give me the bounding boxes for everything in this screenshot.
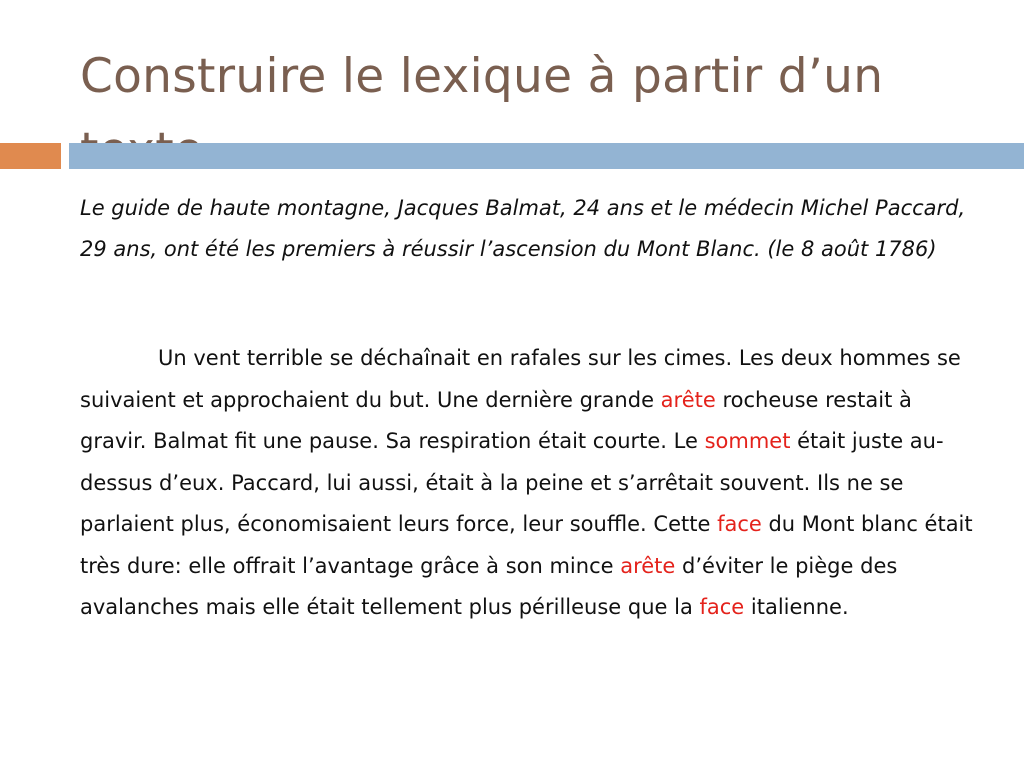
passage-text: d’éviter le piège des avalanches mais elle était tellement plus périlleuse que la [80, 553, 898, 619]
keyword-face: face [717, 512, 762, 536]
title-accent-bar-blue [69, 143, 1024, 169]
intro-paragraph: Le guide de haute montagne, Jacques Balmat, 24 ans et le médecin Michel Paccard, 29 ans, ont été les premiers à réussir l’ascension du Mont Blanc. (le 8 août 1786) [80, 196, 966, 261]
keyword-sommet: sommet [704, 429, 791, 453]
passage-text: était juste au-dessus d’eux. Paccard, lui aussi, était à la peine et s’arrêtait souvent. Ils ne se parlaient plus, économisaient leurs force, leur souffle. Cette [80, 429, 944, 536]
passage-text: rocheuse restait à gravir. Balmat fit une pause. Sa respiration était courte. Le [80, 387, 912, 453]
passage-text: italienne. [744, 595, 849, 619]
passage-text: du Mont blanc était très dure: elle offrait l’avantage grâce à son mince [80, 512, 973, 578]
slide-title: Construire le lexique à partir d’un [80, 49, 884, 104]
keyword-arete: arête [660, 387, 716, 412]
text-passage [80, 338, 980, 629]
keyword-arete: arête [620, 553, 676, 578]
passage-text: Un vent terrible se déchaînait en rafales sur les cimes. Les deux hommes se suivaient et approchaient du but. Une dernière grande [80, 346, 961, 412]
title-accent-bar-orange [0, 143, 61, 169]
keyword-face: face [699, 595, 745, 619]
